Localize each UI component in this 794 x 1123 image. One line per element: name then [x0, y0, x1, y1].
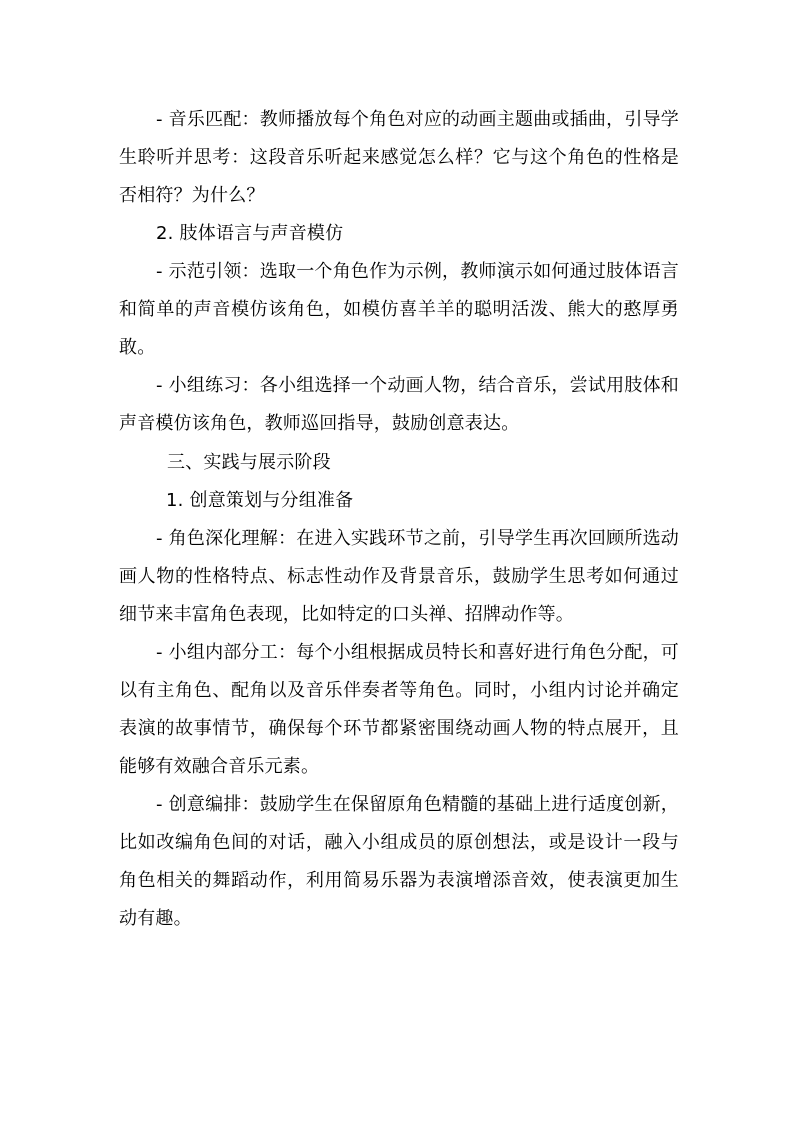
paragraph-group-division: - 小组内部分工：每个小组根据成员特长和喜好进行角色分配，可以有主角色、配角以及音乐伴奏者等角色。同时，小组内讨论并确定表演的故事情节，确保每个环节都紧密围绕动画人物的特点展开，且能够有效融合音乐元素。 — [119, 642, 679, 777]
paragraph-demonstration: - 示范引领：选取一个角色作为示例，教师演示如何通过肢体语言和简单的声音模仿该角色，如模仿喜羊羊的聪明活泼、熊大的憨厚勇敢。 — [119, 261, 679, 358]
paragraph-group-practice: - 小组练习：各小组选择一个动画人物，结合音乐，尝试用肢体和声音模仿该角色，教师巡回指导，鼓励创意表达。 — [119, 375, 679, 434]
document-body — [119, 101, 679, 938]
paragraph-role-understanding: - 角色深化理解：在进入实践环节之前，引导学生再次回顾所选动画人物的性格特点、标志性动作及背景音乐，鼓励学生思考如何通过细节来丰富角色表现，比如特定的口头禅、招牌动作等。 — [119, 528, 679, 625]
heading-practice-stage: 三、实践与展示阶段 — [167, 452, 331, 473]
heading-creative-planning: 1. 创意策划与分组准备 — [166, 490, 354, 511]
paragraph-creative-arrangement: - 创意编排：鼓励学生在保留原角色精髓的基础上进行适度创新，比如改编角色间的对话，融入小组成员的原创想法，或是设计一段与角色相关的舞蹈动作，利用简易乐器为表演增添音效，使表演更加生动有趣。 — [119, 794, 679, 929]
heading-body-language: 2. 肢体语言与声音模仿 — [156, 223, 344, 244]
paragraph-music-matching: - 音乐匹配：教师播放每个角色对应的动画主题曲或插曲，引导学生聆听并思考：这段音乐听起来感觉怎么样？它与这个角色的性格是否相符？为什么？ — [119, 109, 679, 206]
